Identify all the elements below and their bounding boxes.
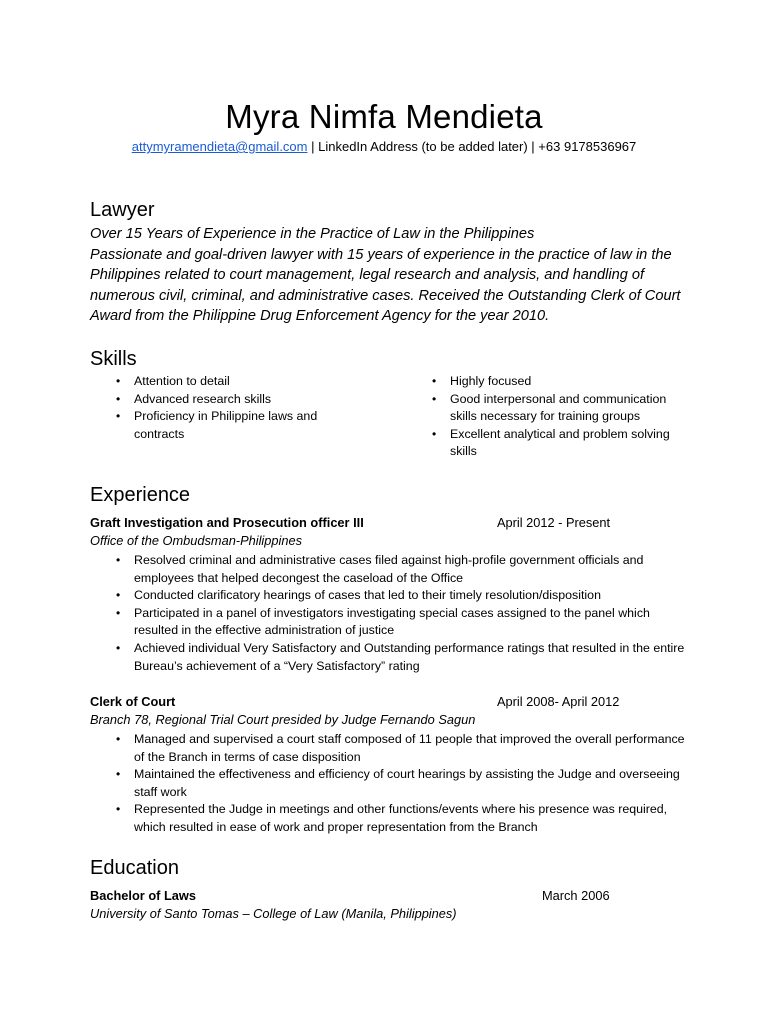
experience-heading: Experience [90, 484, 191, 506]
job-title: Clerk of Court [90, 694, 176, 709]
job-dates: April 2012 - Present [497, 515, 611, 530]
education-heading: Education [90, 857, 179, 879]
skill-item: • Good interpersonal and communication skills necessary for training groups [406, 391, 696, 426]
candidate-name: Myra Nimfa Mendieta [225, 98, 543, 135]
job-bullets [90, 731, 690, 837]
contact-line [0, 138, 768, 156]
job-organization: Office of the Ombudsman-Philippines [90, 533, 302, 548]
skill-item: • Highly focused [406, 373, 696, 391]
degree-title: Bachelor of Laws [90, 888, 196, 903]
summary-tagline: Over 15 Years of Experience in the Practice of Law in the Philippines [90, 226, 535, 242]
summary-section [90, 224, 690, 327]
summary-heading: Lawyer [90, 199, 155, 221]
skill-item: • Advanced research skills [90, 391, 390, 409]
contact-details: | LinkedIn Address (to be added later) | +63 9178536967 [311, 139, 637, 154]
job-dates: April 2008- April 2012 [497, 694, 620, 709]
job-bullets [90, 552, 690, 675]
list-item: • Maintained the effectiveness and efficiency of court hearings by assisting the Judge and overseeing staff work [90, 766, 690, 801]
job-title: Graft Investigation and Prosecution officer III [90, 515, 364, 530]
list-item: • Participated in a panel of investigators investigating special cases assigned to the panel which resulted in the effective administration of justice [90, 605, 690, 640]
list-item: • Conducted clarificatory hearings of cases that led to their timely resolution/disposition [90, 587, 690, 605]
skills-heading: Skills [90, 348, 137, 370]
skills-list-left [90, 373, 390, 443]
summary-paragraph: Passionate and goal-driven lawyer with 15 years of experience in the practice of law in the Philippines related to court management, legal research and analysis, and handling of numerous civil, criminal, and administrative cases. Received the Outstanding Clerk of Court Award from the Philippine Drug Enforcement Agency for the year 2010. [90, 246, 681, 325]
list-item: • Managed and supervised a court staff composed of 11 people that improved the overall performance of the Branch in terms of case disposition [90, 731, 690, 766]
skill-item: • Excellent analytical and problem solving skills [406, 426, 696, 461]
email-link[interactable]: attymyramendieta@gmail.com [131, 139, 308, 154]
list-item: • Achieved individual Very Satisfactory and Outstanding performance ratings that resulted in the entire Bureau’s achievement of a “Very Satisfactory” rating [90, 640, 690, 675]
degree-date: March 2006 [542, 888, 610, 903]
skills-list-right [406, 373, 696, 461]
school-name: University of Santo Tomas – College of Law (Manila, Philippines) [90, 906, 457, 921]
job-organization: Branch 78, Regional Trial Court presided by Judge Fernando Sagun [90, 712, 476, 727]
list-item: • Resolved criminal and administrative cases filed against high-profile government officials and employees that helped decongest the caseload of the Office [90, 552, 690, 587]
skill-item: • Attention to detail [90, 373, 390, 391]
list-item: • Represented the Judge in meetings and other functions/events where his presence was required, which resulted in ease of work and proper representation from the Branch [90, 801, 690, 836]
skill-item: • Proficiency in Philippine laws and contracts [90, 408, 324, 443]
